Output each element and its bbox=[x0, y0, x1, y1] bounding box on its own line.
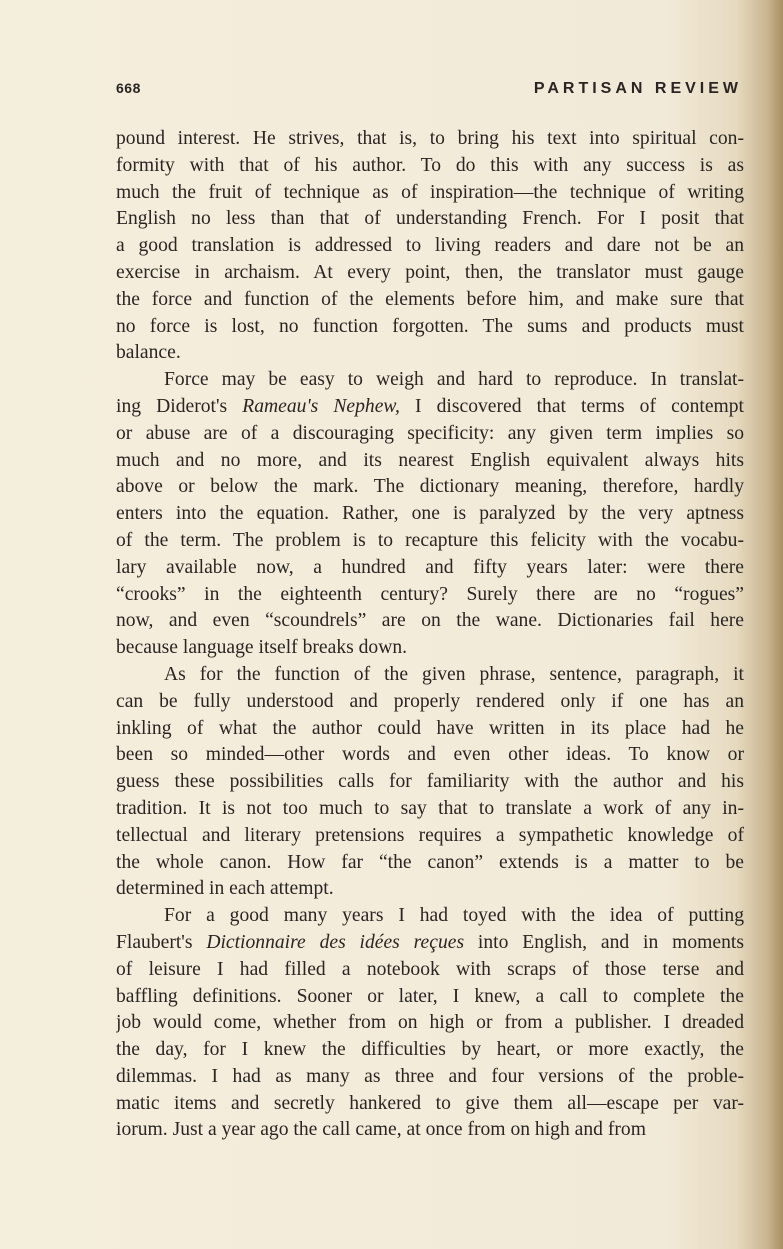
page-header bbox=[116, 80, 742, 104]
text-line: above or below the mark. The dictionary meaning, therefore, hardly bbox=[116, 476, 744, 498]
text-line: baffling definitions. Sooner or later, I knew, a call to complete the bbox=[116, 985, 744, 1007]
text-line: pound interest. He strives, that is, to bring his text into spiritual con- bbox=[116, 128, 744, 149]
text-line: As for the function of the given phrase, sentence, paragraph, it bbox=[164, 663, 744, 685]
text-line: “crooks” in the eighteenth century? Surely there are no “rogues” bbox=[116, 583, 744, 605]
text-line: dilemmas. I had as many as three and four versions of the proble- bbox=[116, 1065, 744, 1087]
text-line: determined in each attempt. bbox=[116, 878, 334, 900]
text-line: of leisure I had filled a notebook with scraps of those terse and bbox=[116, 958, 744, 980]
text-line: tradition. It is not too much to say that to translate a work of any in- bbox=[116, 797, 744, 819]
text-line: English no less than that of understanding French. For I posit that bbox=[116, 208, 744, 230]
text-line: matic items and secretly hankered to give them all—escape per var- bbox=[116, 1092, 744, 1114]
text-line: iorum. Just a year ago the call came, at once from on high and from bbox=[116, 1119, 646, 1141]
text-line: exercise in archaism. At every point, then, the translator must gauge bbox=[116, 261, 744, 283]
text-line: Flaubert's Dictionnaire des idées reçues into English, and in moments bbox=[116, 931, 744, 953]
paragraph bbox=[116, 367, 744, 662]
text-line: or abuse are of a discouraging specificity: any given term implies so bbox=[116, 422, 744, 444]
text-line: the force and function of the elements before him, and make sure that bbox=[116, 288, 744, 310]
paragraph bbox=[116, 662, 744, 903]
text-line: now, and even “scoundrels” are on the wane. Dictionaries fail here bbox=[116, 610, 744, 632]
paragraph bbox=[116, 126, 744, 367]
text-line: formity with that of his author. To do this with any success is as bbox=[116, 154, 744, 176]
text-line: the day, for I knew the difficulties by heart, or more exactly, the bbox=[116, 1039, 744, 1061]
text-line: can be fully understood and properly rendered only if one has an bbox=[116, 690, 744, 712]
text-line: inkling of what the author could have written in its place had he bbox=[116, 717, 744, 739]
italic-title: Dictionnaire des idées reçues bbox=[206, 931, 465, 953]
text-line: much the fruit of technique as of inspiration—the technique of writing bbox=[116, 181, 744, 203]
text-line: much and no more, and its nearest English equivalent always hits bbox=[116, 449, 744, 471]
text-line: enters into the equation. Rather, one is paralyzed by the very aptness bbox=[116, 503, 744, 525]
text-line: been so minded—other words and even other ideas. To know or bbox=[116, 744, 744, 766]
text-line: ing Diderot's Rameau's Nephew, I discovered that terms of contempt bbox=[116, 395, 744, 417]
text-line: Force may be easy to weigh and hard to reproduce. In translat- bbox=[164, 369, 744, 391]
running-head: PARTISAN REVIEW bbox=[533, 80, 742, 97]
text-line: the whole canon. How far “the canon” extends is a matter to be bbox=[116, 851, 744, 873]
text-line: balance. bbox=[116, 342, 181, 364]
text-line: tellectual and literary pretensions requires a sympathetic knowledge of bbox=[116, 824, 744, 846]
text-line: guess these possibilities calls for familiarity with the author and his bbox=[116, 771, 744, 793]
text-line: of the term. The problem is to recapture this felicity with the vocabu- bbox=[116, 529, 744, 551]
text-line: For a good many years I had toyed with the idea of putting bbox=[164, 905, 744, 927]
text-line: lary available now, a hundred and fifty years later: were there bbox=[116, 556, 744, 578]
paragraph bbox=[116, 903, 744, 1144]
text-line: because language itself breaks down. bbox=[116, 637, 408, 659]
text-line: a good translation is addressed to living readers and dare not be an bbox=[116, 235, 744, 257]
page-number: 668 bbox=[116, 80, 141, 96]
italic-title: Rameau's Nephew, bbox=[242, 395, 400, 417]
body-text bbox=[116, 126, 744, 1144]
text-line: job would come, whether from on high or from a publisher. I dreaded bbox=[116, 1012, 744, 1034]
text-line: no force is lost, no function forgotten. The sums and products must bbox=[116, 315, 744, 337]
